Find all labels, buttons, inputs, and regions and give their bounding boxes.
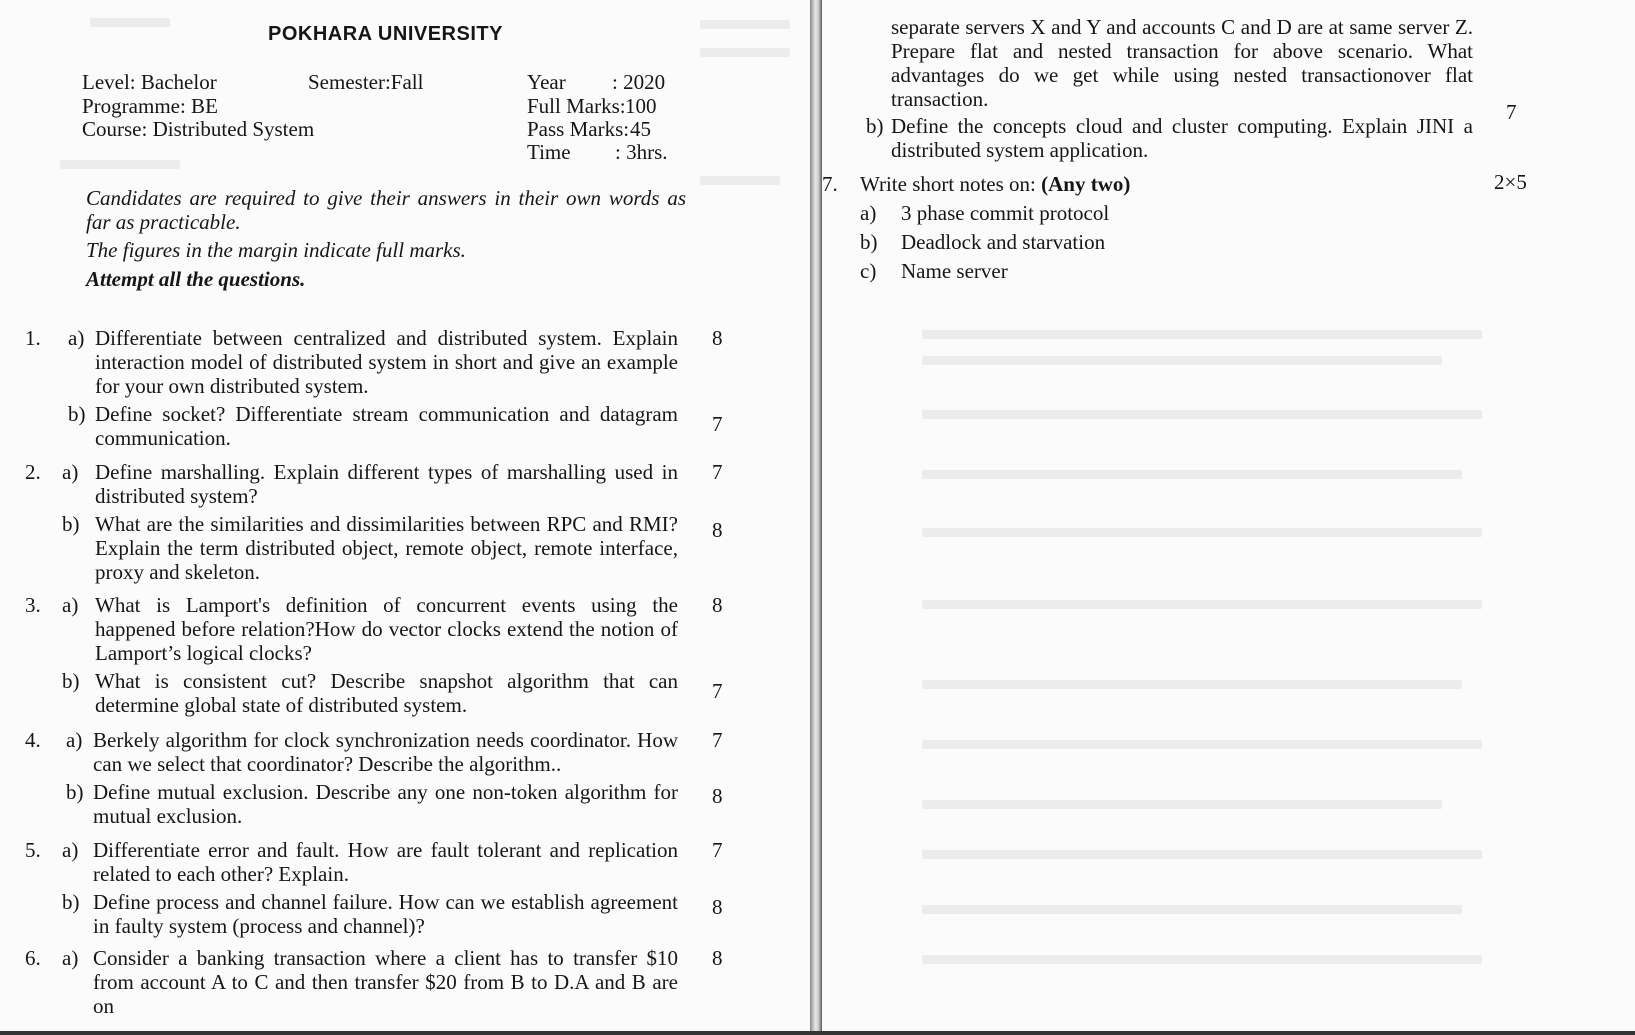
instruction-attempt-all: Attempt all the questions. <box>86 267 306 291</box>
course: Course: Distributed System <box>82 117 315 141</box>
programme: Programme: BE <box>82 94 218 118</box>
part-label: a) <box>62 838 79 862</box>
question-number: 5. <box>25 838 41 862</box>
question-number: 1. <box>25 326 41 350</box>
marks: 7 <box>712 412 723 436</box>
question-number: 3. <box>25 593 41 617</box>
question-text: Define the concepts cloud and cluster computing. Explain JINI a distributed system application. <box>891 114 1473 162</box>
list-item: Deadlock and starvation <box>901 230 1106 254</box>
list-item: Name server <box>901 259 1008 283</box>
marks: 8 <box>712 593 723 617</box>
part-label: a) <box>62 946 79 970</box>
part-label: b) <box>866 114 884 138</box>
book-gutter <box>810 0 822 1035</box>
question-number: 7. <box>822 172 838 196</box>
part-label: b) <box>62 890 80 914</box>
marks: 2×5 <box>1494 170 1527 194</box>
right-page <box>822 0 1635 1035</box>
question-number: 2. <box>25 460 41 484</box>
part-label: a) <box>68 326 85 350</box>
question-text-continued: separate servers X and Y and accounts C and D are at same server Z. Prepare flat and nested transaction for above scenario. What advantages do we get while using nested transactionover flat transaction. <box>891 15 1473 111</box>
part-label: a) <box>62 593 79 617</box>
instruction-own-words: Candidates are required to give their answers in their own words as far as practicable. <box>86 186 686 234</box>
marks: 8 <box>712 518 723 542</box>
question-text: Differentiate between centralized and distributed system. Explain interaction model of distributed system in short and give an example for your own distributed system. <box>95 326 678 398</box>
question-text: Define process and channel failure. How can we establish agreement in faulty system (process and channel)? <box>93 890 678 938</box>
question-text: Differentiate error and fault. How are fault tolerant and replication related to each other? Explain. <box>93 838 678 886</box>
list-item: 3 phase commit protocol <box>901 201 1110 225</box>
list-item-label: b) <box>860 230 878 254</box>
part-label: b) <box>66 780 84 804</box>
question-text <box>860 172 1130 196</box>
question-text: What is Lamport's definition of concurrent events using the happened before relation?How do vector clocks extend the notion of Lamport’s logical clocks? <box>95 593 678 665</box>
marks: 7 <box>712 679 723 703</box>
short-notes-prompt: Write short notes on: <box>860 172 1042 196</box>
marks: 7 <box>712 728 723 752</box>
page-bottom-edge <box>0 1031 1635 1035</box>
level: Level: Bachelor <box>82 70 217 94</box>
time-label: Time <box>527 140 571 164</box>
question-text: Define mutual exclusion. Describe any one non-token algorithm for mutual exclusion. <box>93 780 678 828</box>
marks: 8 <box>712 784 723 808</box>
pass-marks-label: Pass Marks: <box>527 117 630 141</box>
university-title: POKHARA UNIVERSITY <box>268 23 503 45</box>
question-number: 6. <box>25 946 41 970</box>
question-text: What are the similarities and dissimilarities between RPC and RMI? Explain the term distributed object, remote object, remote interface, proxy and skeleton. <box>95 512 678 584</box>
marks: 8 <box>712 326 723 350</box>
part-label: b) <box>68 402 86 426</box>
part-label: b) <box>62 669 80 693</box>
year-label: Year <box>527 70 566 94</box>
full-marks-label: Full Marks: <box>527 94 626 118</box>
left-page <box>0 0 810 1035</box>
pass-marks-value: 45 <box>630 117 651 141</box>
question-text: Define marshalling. Explain different types of marshalling used in distributed system? <box>95 460 678 508</box>
year-value: : 2020 <box>612 70 666 94</box>
part-label: a) <box>62 460 79 484</box>
part-label: a) <box>66 728 83 752</box>
time-value: : 3hrs. <box>615 140 668 164</box>
question-number: 4. <box>25 728 41 752</box>
question-text: Define socket? Differentiate stream communication and datagram communication. <box>95 402 678 450</box>
question-text: Consider a banking transaction where a client has to transfer $10 from account A to C and then transfer $20 from B to D.A and B are on <box>93 946 678 1018</box>
list-item-label: c) <box>860 259 877 283</box>
any-two-note: (Any two) <box>1041 172 1131 196</box>
full-marks-value: 100 <box>625 94 657 118</box>
instruction-margin-marks: The figures in the margin indicate full marks. <box>86 238 466 262</box>
marks: 8 <box>712 895 723 919</box>
marks: 7 <box>712 838 723 862</box>
list-item-label: a) <box>860 201 877 225</box>
marks: 7 <box>712 460 723 484</box>
part-label: b) <box>62 512 80 536</box>
semester: Semester:Fall <box>308 70 424 94</box>
question-text: What is consistent cut? Describe snapshot algorithm that can determine global state of distributed system. <box>95 669 678 717</box>
marks: 7 <box>1506 100 1517 124</box>
question-text: Berkely algorithm for clock synchronization needs coordinator. How can we select that coordinator? Describe the algorithm.. <box>93 728 678 776</box>
marks: 8 <box>712 946 723 970</box>
